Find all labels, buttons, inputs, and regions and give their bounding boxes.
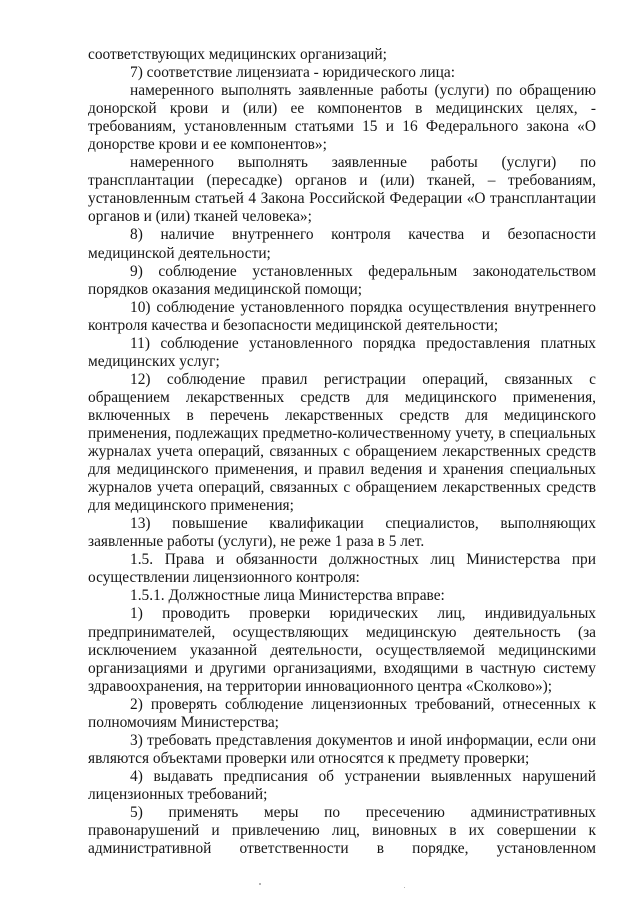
scan-speck (404, 887, 405, 888)
paragraph-item-7-blood: намеренного выполнять заявленные работы (услуги) по обращению донорской крови и (или) ее компонентов в медицинских целях, - требованиям, установленным статьями 15 и 16 Федерального закона «О донорстве крови и ее компонентов»; (88, 82, 596, 154)
paragraph-right-1: 1) проводить проверки юридических лиц, индивидуальных предпринимателей, осуществляющих медицинскую деятельность (за исключением указанной деятельности, осуществляемой медицинскими организациями и другими организациями, входящими в частную систему здравоохранения, на территории инновационного центра «Сколково»); (88, 605, 596, 695)
paragraph-item-7: 7) соответствие лицензиата - юридического лица: (130, 64, 456, 82)
paragraph-right-2: 2) проверять соблюдение лицензионных требований, отнесенных к полномочиям Министерства; (88, 695, 596, 731)
paragraph-item-13: 13) повышение квалификации специалистов, выполняющих заявленные работы (услуги), не реже 1 раза в 5 лет. (88, 515, 596, 551)
paragraph-item-9: 9) соблюдение установленных федеральным законодательством порядков оказания медицинской помощи; (88, 262, 596, 298)
paragraph-item-11: 11) соблюдение установленного порядка предоставления платных медицинских услуг; (88, 334, 596, 370)
document-body (88, 46, 596, 858)
scan-speck (259, 883, 261, 885)
paragraph-item-7-transplant: намеренного выполнять заявленные работы (услуги) по трансплантации (пересадке) органов и (или) тканей, – требованиям, установленным статьей 4 Закона Российской Федерации «О трансплантации органов и (или) тканей человека»; (88, 154, 596, 226)
paragraph-item-12: 12) соблюдение правил регистрации операций, связанных с обращением лекарственных средств для медицинского применения, включенных в перечень лекарственных средств для медицинского применения, подлежащих предметно-количественному учету, в специальных журналах учета операций, связанных с обращением лекарственных средств для медицинского применения, и правил ведения и хранения специальных журналов учета операций, связанных с обращением лекарственных средств для медицинского применения; (88, 370, 596, 515)
paragraph-right-4: 4) выдавать предписания об устранении выявленных нарушений лицензионных требований; (88, 767, 596, 803)
paragraph-item-10: 10) соблюдение установленного порядка осуществления внутреннего контроля качества и безопасности медицинской деятельности; (88, 298, 596, 334)
paragraph-right-3: 3) требовать представления документов и иной информации, если они являются объектами проверки или относятся к предмету проверки; (88, 731, 596, 767)
paragraph-right-5: 5) применять меры по пресечению административных правонарушений и привлечению лиц, виновных в их совершении к административной ответственности в порядке, установленном (88, 803, 596, 858)
paragraph-item-8: 8) наличие внутреннего контроля качества и безопасности медицинской деятельности; (88, 226, 596, 262)
paragraph-intro: соответствующих медицинских организаций; (88, 46, 387, 63)
section-heading-1-5: 1.5. Права и обязанности должностных лиц Министерства при осуществлении лицензионного контроля: (88, 551, 596, 587)
section-heading-1-5-1: 1.5.1. Должностные лица Министерства вправе: (130, 587, 445, 605)
